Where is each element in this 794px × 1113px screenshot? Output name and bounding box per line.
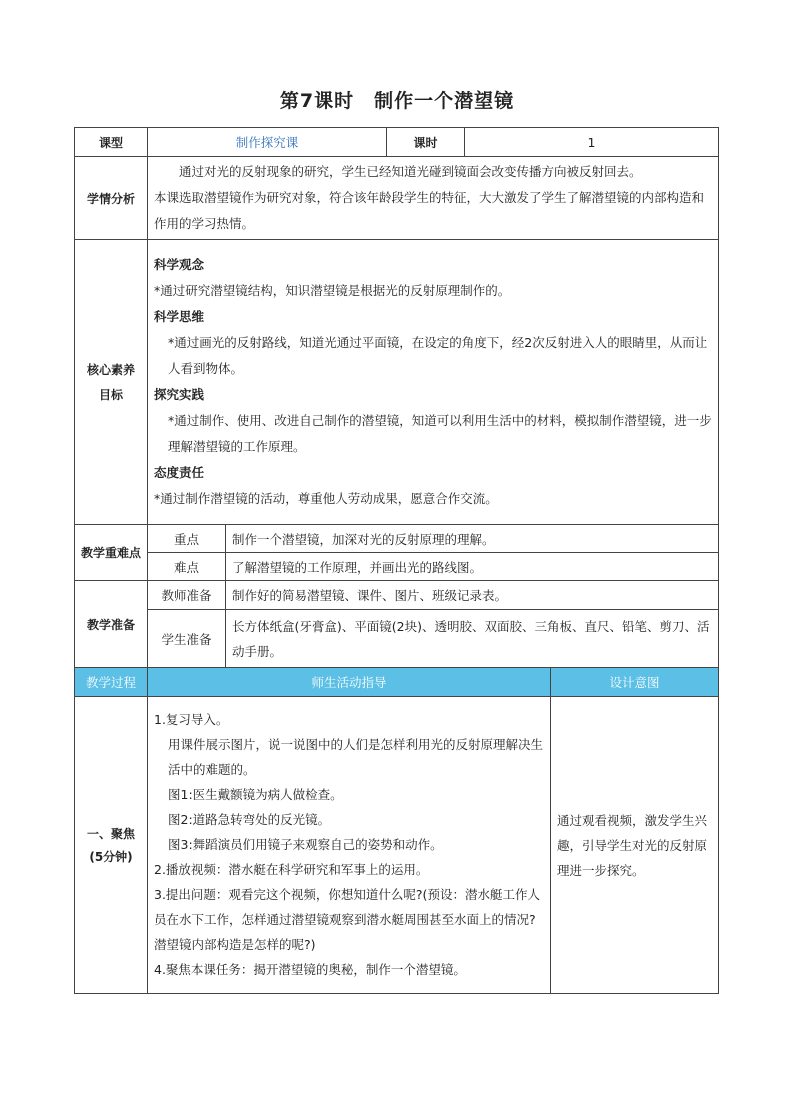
teacher-prep-row [75, 581, 719, 610]
page-title: 第7课时 制作一个潜望镜 [279, 90, 515, 112]
difficulty-row [75, 553, 719, 581]
analysis-content [148, 157, 719, 240]
goal-heading-3: 探究实践 [154, 387, 205, 402]
stage-1-intent-text: 通过观看视频，激发学生兴趣，引导学生对光的反射原理进一步探究。 [557, 812, 708, 878]
goals-label [75, 240, 148, 525]
stage-1-intent [551, 697, 719, 994]
analysis-label: 学情分析 [75, 157, 148, 240]
teacher-prep-text: 制作好的简易潜望镜、课件、图片、班级记录表。 [226, 581, 719, 610]
stage-1-step-1a: 用课件展示图片，说一说图中的人们是怎样利用光的反射原理解决生活中的难题的。 [168, 737, 544, 777]
goals-row [75, 240, 719, 525]
goal-text-3: *通过制作、使用、改进自己制作的潜望镜，知道可以利用生活中的材料，模拟制作潜望镜，进一步理解潜望镜的工作原理。 [168, 413, 712, 454]
process-header-intent: 设计意图 [551, 668, 719, 697]
difficulty-label: 难点 [148, 553, 226, 581]
prep-label: 教学准备 [75, 581, 148, 668]
goal-heading-2: 科学思维 [154, 309, 205, 324]
goal-text-1: *通过研究潜望镜结构，知识潜望镜是根据光的反射原理制作的。 [154, 283, 511, 298]
stage-1-step-4: 4.聚焦本课任务：揭开潜望镜的奥秘，制作一个潜望镜。 [154, 962, 466, 977]
key-label: 重点 [148, 525, 226, 553]
student-prep-content [226, 610, 719, 668]
student-prep-label: 学生准备 [148, 610, 226, 668]
type-value: 制作探究课 [148, 128, 387, 157]
goal-heading-4: 态度责任 [154, 465, 205, 480]
process-header-row [75, 668, 719, 697]
goal-text-2: *通过画光的反射路线，知道光通过平面镜，在设定的角度下，经2次反射进入人的眼睛里，从而让人看到物体。 [168, 335, 708, 376]
student-prep-text: 长方体纸盒(牙膏盒)、平面镜(2块)、透明胶、双面胶、三角板、直尺、铅笔、剪刀、活动手册。 [232, 618, 710, 659]
key-text: 制作一个潜望镜，加深对光的反射原理的理解。 [226, 525, 719, 553]
lesson-plan-table [74, 127, 719, 994]
stage-1-time: (5分钟) [89, 850, 133, 864]
stage-1-step-1d: 图3:舞蹈演员们用镜子来观察自己的姿势和动作。 [168, 837, 443, 852]
difficulty-text: 了解潜望镜的工作原理，并画出光的路线图。 [226, 553, 719, 581]
stage-1-step-2: 2.播放视频：潜水艇在科学研究和军事上的运用。 [154, 862, 429, 877]
stage-1-row [75, 697, 719, 994]
analysis-row [75, 157, 719, 240]
key-point-row [75, 525, 719, 553]
keypoints-label: 教学重难点 [75, 525, 148, 581]
hours-label: 课时 [387, 128, 465, 157]
process-header-stage: 教学过程 [75, 668, 148, 697]
stage-1-step-1c: 图2:道路急转弯处的反光镜。 [168, 812, 331, 827]
teacher-prep-label: 教师准备 [148, 581, 226, 610]
type-label: 课型 [75, 128, 148, 157]
stage-1-step-1: 1.复习导入。 [154, 712, 229, 727]
hours-value: 1 [465, 128, 719, 157]
goals-label-line-1: 核心素养 [86, 363, 135, 377]
stage-1-activities [148, 697, 551, 994]
goals-label-line-2: 目标 [98, 388, 123, 402]
goal-text-4: *通过制作潜望镜的活动，尊重他人劳动成果，愿意合作交流。 [154, 491, 498, 506]
stage-1-name: 一、聚焦 [86, 827, 135, 841]
stage-1-step-3: 3.提出问题：观看完这个视频，你想知道什么呢?(预设：潜水艇工作人员在水下工作，怎样通过潜望镜观察到潜水艇周围甚至水面上的情况?潜望镜内部构造是怎样的呢?) [154, 887, 540, 952]
info-row [75, 128, 719, 157]
goal-heading-1: 科学观念 [154, 257, 205, 272]
stage-1-label [75, 697, 148, 994]
stage-1-step-1b: 图1:医生戴额镜为病人做检查。 [168, 787, 343, 802]
analysis-line-2: 本课选取潜望镜作为研究对象，符合该年龄段学生的特征，大大激发了学生了解潜望镜的内部构造和作用的学习热情。 [154, 190, 705, 231]
analysis-line-1: 通过对光的反射现象的研究，学生已经知道光碰到镜面会改变传播方向被反射回去。 [179, 164, 642, 179]
student-prep-row [75, 610, 719, 668]
process-header-activity: 师生活动指导 [148, 668, 551, 697]
goals-content [148, 240, 719, 525]
